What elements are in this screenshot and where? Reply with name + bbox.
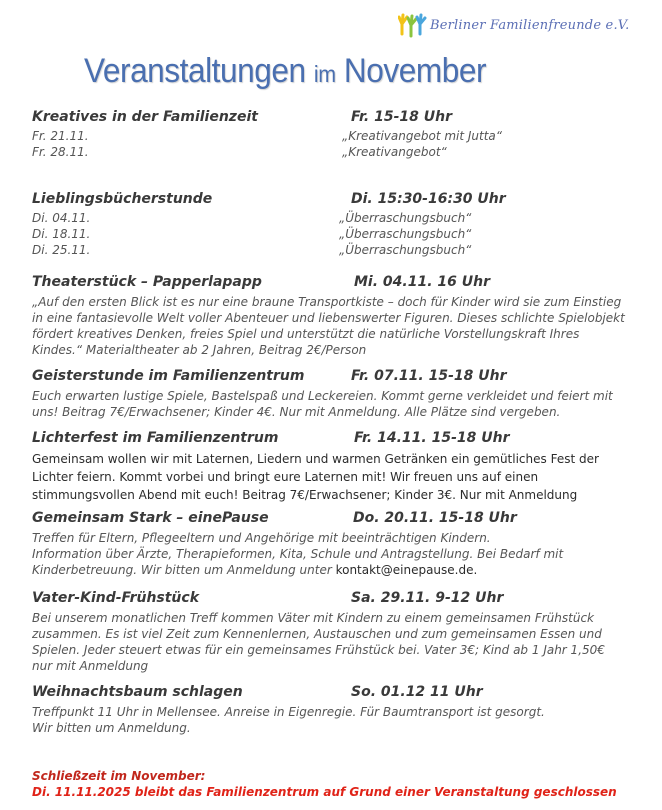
logo-text: Berliner Familienfreunde e.V. [430, 17, 630, 33]
event-time: Fr. 07.11. 15-18 Uhr [351, 368, 507, 384]
event-time: Fr. 15-18 Uhr [351, 109, 453, 125]
event-title: Geisterstunde im Familienzentrum [32, 368, 305, 384]
desc-line: Information über Ärzte, Therapieformen, Kita, Schule und Antragstellung. Bei Bedarf mit [32, 547, 564, 561]
date-row [32, 243, 632, 259]
event-time: Di. 15:30-16:30 Uhr [351, 191, 506, 207]
date: Fr. 21.11. [32, 129, 89, 143]
page-title [84, 52, 486, 91]
event-time: Sa. 29.11. 9-12 Uhr [351, 590, 504, 606]
event-title: Gemeinsam Stark – einePause [32, 510, 269, 526]
date-note: „Überraschungsbuch“ [339, 211, 472, 225]
logo [398, 10, 629, 40]
date-note: „Überraschungsbuch“ [339, 227, 472, 241]
date-row [32, 129, 632, 145]
date: Di. 18.11. [32, 227, 91, 241]
event-title: Lichterfest im Familienzentrum [32, 430, 279, 446]
event-description [32, 704, 632, 736]
event-description [32, 450, 632, 504]
desc-line: nur mit Anmeldung [32, 659, 149, 673]
date-row [32, 227, 632, 243]
desc-line: Lichter feiern. Kommt vorbei und bringt eure Laternen mit! Wir freuen uns auf einen [32, 470, 539, 484]
event-title: Vater-Kind-Frühstück [32, 590, 200, 606]
event-description [32, 388, 632, 420]
title-part3: November [343, 52, 487, 90]
desc-line: uns! Beitrag 7€/Erwachsener; Kinder 4€. Nur mit Anmeldung. Alle Plätze sind vergeben. [32, 405, 561, 419]
event-description [32, 610, 632, 674]
event-time: Mi. 04.11. 16 Uhr [354, 274, 490, 290]
date-note: „Kreativangebot“ [342, 145, 447, 159]
event-time: Do. 20.11. 15-18 Uhr [353, 510, 517, 526]
closing-heading: Schließzeit im November: [32, 769, 206, 783]
date: Di. 04.11. [32, 211, 91, 225]
event-title: Lieblingsbücherstunde [32, 191, 213, 207]
event-gemeinsam-stark [32, 510, 632, 578]
event-vater-kind-fruehstueck [32, 590, 632, 674]
title-part1: Veranstaltungen [84, 52, 306, 90]
date: Fr. 28.11. [32, 145, 89, 159]
event-title: Kreatives in der Familienzeit [32, 109, 258, 125]
desc-line: Gemeinsam wollen wir mit Laternen, Liedern und warmen Getränken ein gemütliches Fest der [32, 452, 599, 466]
event-time: So. 01.12 11 Uhr [351, 684, 483, 700]
desc-line: Kindes.“ Materialtheater ab 2 Jahren, Beitrag 2€/Person [32, 343, 367, 357]
desc-line: Treffen für Eltern, Pflegeeltern und Angehörige mit beeinträchtigen Kindern. [32, 531, 491, 545]
desc-line: Spielen. Jeder steuert etwas für ein gemeinsames Frühstück bei. Vater 3€; Kind ab 1 Jahr 1,50€ [32, 643, 605, 657]
desc-line: Euch erwarten lustige Spiele, Bastelspaß und Leckereien. Kommt gerne verkleidet und feiert mit [32, 389, 613, 403]
event-description [32, 294, 632, 358]
desc-line: stimmungsvollen Abend mit euch! Beitrag 7€/Erwachsener; Kinder 3€. Nur mit Anmeldung [32, 488, 578, 502]
event-weihnachtsbaum [32, 684, 632, 736]
desc-line: in eine fantasievolle Welt voller Abenteuer und liebenswerter Figuren. Dieses schlichte Spielobjekt [32, 311, 625, 325]
desc-line: „Auf den ersten Blick ist es nur eine braune Transportkiste – doch für Kinder wird sie zum Einstieg [32, 295, 622, 309]
closing-notice [32, 768, 652, 801]
title-part2: im [313, 61, 336, 87]
hands-logo-icon [398, 12, 428, 38]
date-row [32, 145, 632, 161]
desc-line: Bei unserem monatlichen Treff kommen Väter mit Kindern zu einem gemeinsamen Frühstück [32, 611, 594, 625]
date-note: „Überraschungsbuch“ [339, 243, 472, 257]
event-lieblingsbuecherstunde [32, 191, 632, 259]
event-kreatives [32, 109, 632, 161]
date-note: „Kreativangebot mit Jutta“ [342, 129, 503, 143]
event-title: Theaterstück – Papperlapapp [32, 274, 262, 290]
email-link[interactable]: kontakt@einepause.de. [335, 563, 478, 577]
event-description [32, 530, 632, 578]
event-theaterstueck [32, 274, 632, 358]
date-row [32, 211, 632, 227]
event-title: Weihnachtsbaum schlagen [32, 684, 243, 700]
desc-line: Treffpunkt 11 Uhr in Mellensee. Anreise in Eigenregie. Für Baumtransport ist gesorgt. [32, 705, 545, 719]
desc-line: fördert kreatives Denken, freies Spiel und unterstützt die natürliche Vorstellungskraft Ihres [32, 327, 580, 341]
desc-line: zusammen. Es ist viel Zeit zum Kennenlernen, Austauschen und zum gemeinsamen Essen und [32, 627, 602, 641]
desc-line: Wir bitten um Anmeldung. [32, 721, 191, 735]
event-time: Fr. 14.11. 15-18 Uhr [354, 430, 510, 446]
event-lichterfest [32, 430, 632, 504]
desc-line: Kinderbetreuung. Wir bitten um Anmeldung unter [32, 563, 336, 577]
event-geisterstunde [32, 368, 632, 420]
date: Di. 25.11. [32, 243, 91, 257]
closing-text: Di. 11.11.2025 bleibt das Familienzentrum auf Grund einer Veranstaltung geschlossen [32, 785, 617, 799]
